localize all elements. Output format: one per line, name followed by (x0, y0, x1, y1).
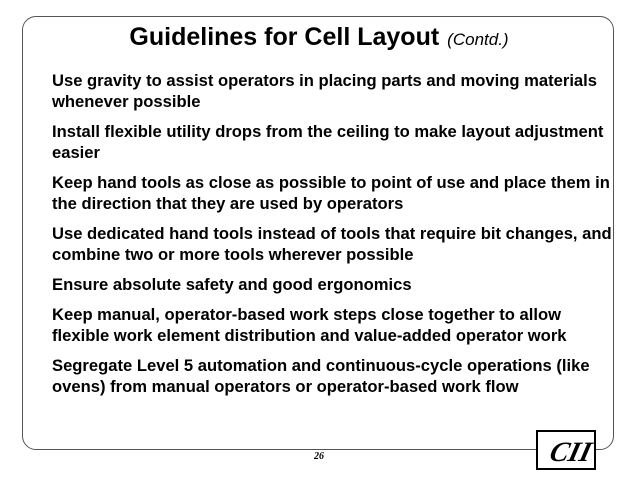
cii-logo (536, 430, 596, 470)
cii-logo-text: CII (546, 437, 595, 468)
guideline-item: Use gravity to assist operators in placing parts and moving materials whenever possible (52, 71, 597, 111)
guideline-item: Segregate Level 5 automation and continuous-cycle operations (like ovens) from manual operators or operator-based work flow (52, 356, 590, 396)
slide-title (0, 23, 638, 52)
guideline-item: Keep hand tools as close as possible to point of use and place them in the direction that they are used by operators (52, 173, 610, 213)
title-text: Guidelines for Cell Layout (129, 23, 440, 51)
guideline-item: Install flexible utility drops from the ceiling to make layout adjustment easier (52, 122, 604, 162)
page-number: 26 (314, 451, 324, 462)
guideline-item: Keep manual, operator-based work steps close together to allow flexible work element distribution and value-added operator work (52, 305, 567, 345)
guideline-list (52, 70, 612, 406)
guideline-item: Ensure absolute safety and good ergonomics (52, 275, 412, 294)
guideline-item: Use dedicated hand tools instead of tools that require bit changes, and combine two or more tools wherever possible (52, 224, 612, 264)
title-suffix: (Contd.) (447, 30, 509, 49)
